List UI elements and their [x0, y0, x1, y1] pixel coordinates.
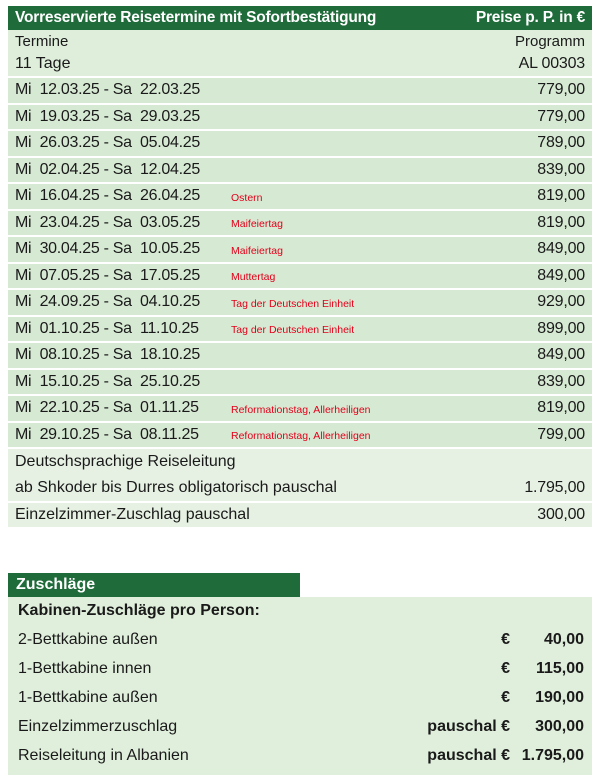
- surcharge-label: Einzelzimmerzuschlag: [18, 717, 178, 735]
- date-range: Mi 26.03.25 - Sa 05.04.25: [15, 134, 200, 152]
- surcharge-amount: 115,00: [535, 659, 584, 677]
- date-row: [8, 264, 592, 291]
- date-price: 929,00: [537, 293, 585, 311]
- holiday-note: Reformationstag, Allerheiligen: [231, 403, 371, 416]
- surcharge-row: [8, 683, 592, 712]
- ez-price: 300,00: [537, 506, 585, 523]
- reiseleitung-row-2: [8, 475, 592, 501]
- holiday-note: [231, 168, 537, 171]
- date-range: Mi 02.04.25 - Sa 12.04.25: [15, 160, 200, 178]
- table-header: [8, 6, 592, 30]
- date-price: 849,00: [537, 346, 585, 364]
- surcharge-prefix: pauschal €: [427, 746, 510, 764]
- duration-row: [8, 52, 592, 78]
- date-rows: [8, 78, 592, 449]
- holiday-note: [231, 89, 537, 92]
- col-termine: Termine: [15, 32, 69, 50]
- program-code: AL 00303: [518, 55, 585, 72]
- surcharge-row: [8, 712, 592, 741]
- date-row: [8, 184, 592, 211]
- holiday-note: [231, 115, 537, 118]
- date-price: 849,00: [537, 240, 585, 258]
- surcharge-row: [8, 654, 592, 683]
- date-range: Mi 24.09.25 - Sa 04.10.25: [15, 293, 200, 311]
- date-price: 819,00: [537, 187, 585, 205]
- surcharge-row: [8, 741, 592, 770]
- surcharge-prefix: €: [501, 630, 510, 648]
- ez-label: Einzelzimmer-Zuschlag pauschal: [15, 506, 250, 523]
- surcharge-label: 1-Bettkabine innen: [18, 659, 152, 677]
- date-range: Mi 19.03.25 - Sa 29.03.25: [15, 107, 200, 125]
- zuschlaege-panel: [8, 597, 592, 775]
- date-row: [8, 317, 592, 344]
- reiseleitung-label-1: Deutschsprachige Reiseleitung: [15, 453, 236, 470]
- table-title: Vorreservierte Reisetermine mit Sofortbestätigung: [15, 9, 377, 26]
- date-price: 779,00: [537, 81, 585, 99]
- ez-row: [8, 503, 592, 529]
- date-row: [8, 396, 592, 423]
- date-price: 819,00: [537, 399, 585, 417]
- date-row: [8, 370, 592, 397]
- date-row: [8, 423, 592, 450]
- date-row: [8, 131, 592, 158]
- holiday-note: Tag der Deutschen Einheit: [231, 297, 355, 310]
- zuschlaege-header: [8, 573, 300, 597]
- date-row: [8, 343, 592, 370]
- surcharge-rows: [8, 625, 592, 770]
- surcharge-label: 2-Bettkabine außen: [18, 630, 158, 648]
- holiday-note: [231, 354, 537, 357]
- date-range: Mi 23.04.25 - Sa 03.05.25: [15, 213, 200, 231]
- surcharge-label: 1-Bettkabine außen: [18, 688, 158, 706]
- date-row: [8, 211, 592, 238]
- col-programm: Programm: [514, 32, 585, 50]
- surcharge-prefix: €: [501, 688, 510, 706]
- date-price: 789,00: [537, 134, 585, 152]
- date-row: [8, 290, 592, 317]
- surcharge-label: Reiseleitung in Albanien: [18, 746, 189, 764]
- holiday-note: Maifeiertag: [231, 218, 283, 231]
- date-row: [8, 78, 592, 105]
- date-price: 839,00: [537, 160, 585, 178]
- reiseleitung-row-1: [8, 449, 592, 475]
- reiseleitung-label-2: ab Shkoder bis Durres obligatorisch pauschal: [15, 479, 337, 496]
- surcharge-amount: 190,00: [535, 688, 584, 706]
- date-range: Mi 15.10.25 - Sa 25.10.25: [15, 372, 200, 390]
- kabinen-subtitle: Kabinen-Zuschläge pro Person:: [18, 602, 260, 619]
- date-range: Mi 29.10.25 - Sa 08.11.25: [15, 425, 199, 443]
- surcharge-amount: 40,00: [543, 630, 584, 648]
- surcharge-amount: 300,00: [535, 717, 584, 735]
- date-range: Mi 12.03.25 - Sa 22.03.25: [15, 81, 200, 99]
- date-range: Mi 07.05.25 - Sa 17.05.25: [15, 266, 200, 284]
- date-range: Mi 16.04.25 - Sa 26.04.25: [15, 187, 200, 205]
- holiday-note: [231, 380, 537, 383]
- date-price: 819,00: [537, 213, 585, 231]
- date-price: 899,00: [537, 319, 585, 337]
- date-price: 849,00: [537, 266, 585, 284]
- date-range: Mi 08.10.25 - Sa 18.10.25: [15, 346, 200, 364]
- zuschlaege-title: Zuschläge: [16, 576, 96, 593]
- price-note: Preise p. P. in €: [475, 9, 585, 26]
- date-row: [8, 237, 592, 264]
- reiseleitung-block: [8, 449, 592, 503]
- holiday-note: Tag der Deutschen Einheit: [231, 324, 355, 337]
- duration: 11 Tage: [15, 55, 71, 72]
- column-header-row: [8, 30, 592, 52]
- surcharge-amount: 1.795,00: [521, 746, 584, 764]
- date-range: Mi 30.04.25 - Sa 10.05.25: [15, 240, 200, 258]
- surcharge-row: [8, 625, 592, 654]
- date-range: Mi 22.10.25 - Sa 01.11.25: [15, 399, 199, 417]
- date-price: 839,00: [537, 372, 585, 390]
- date-range: Mi 01.10.25 - Sa 11.10.25: [15, 319, 199, 337]
- dates-table: [8, 6, 592, 529]
- reiseleitung-price: 1.795,00: [524, 479, 585, 496]
- date-price: 779,00: [537, 107, 585, 125]
- holiday-note: Maifeiertag: [231, 244, 283, 257]
- holiday-note: Reformationstag, Allerheiligen: [231, 430, 371, 443]
- date-price: 799,00: [537, 425, 585, 443]
- holiday-note: Muttertag: [231, 271, 276, 284]
- date-row: [8, 158, 592, 185]
- holiday-note: [231, 142, 537, 145]
- holiday-note: Ostern: [231, 191, 263, 204]
- surcharge-prefix: €: [501, 659, 510, 677]
- date-row: [8, 105, 592, 132]
- surcharge-prefix: pauschal €: [427, 717, 510, 735]
